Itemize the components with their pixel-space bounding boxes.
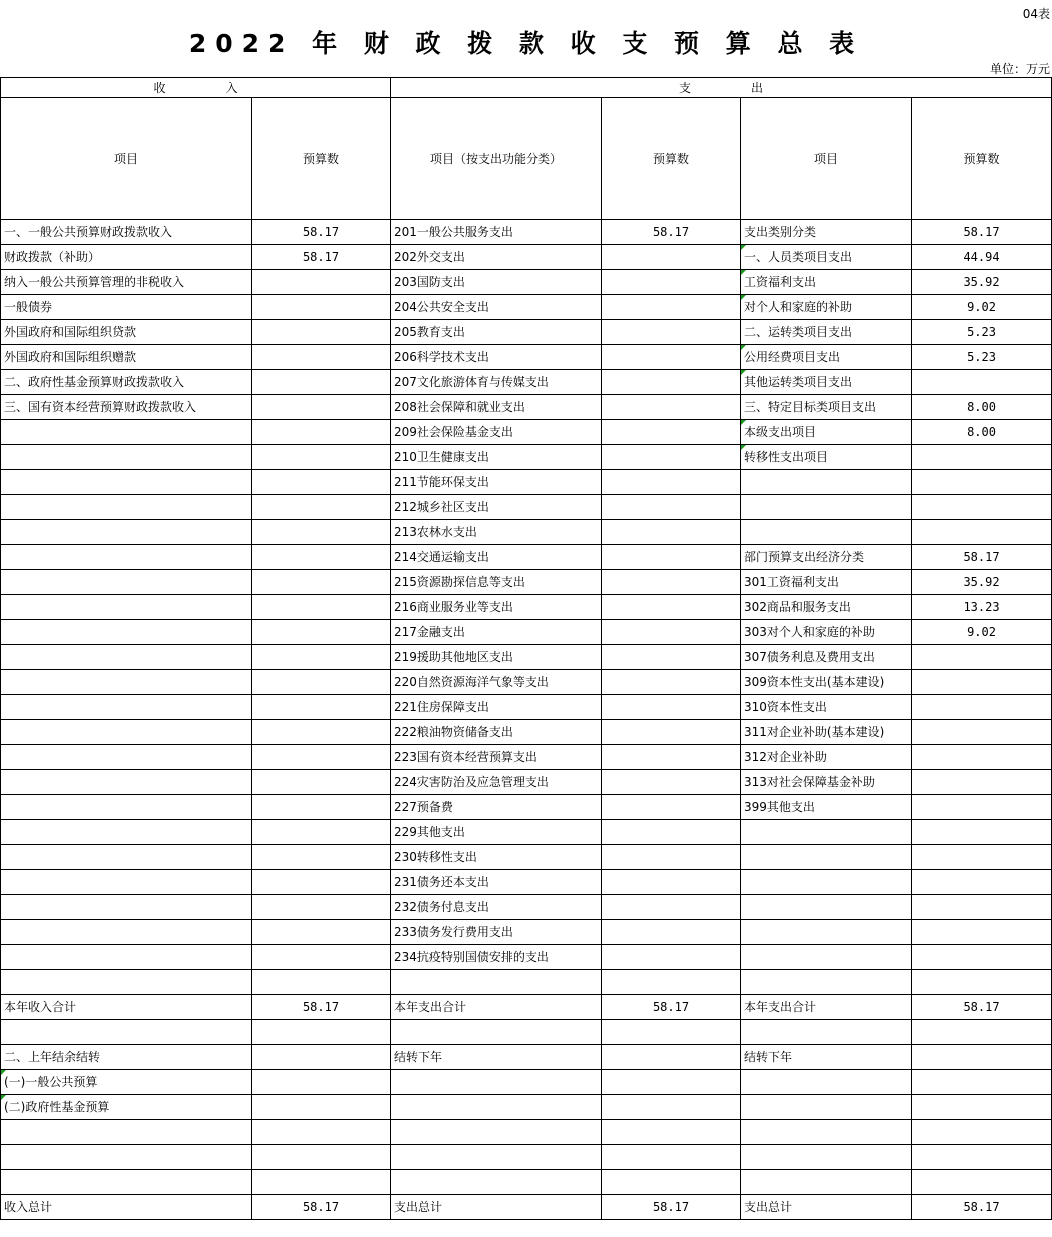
income-amount-cell — [252, 1045, 391, 1070]
function-item-cell: 212城乡社区支出 — [391, 495, 602, 520]
category-item-cell: 对个人和家庭的补助 — [741, 295, 912, 320]
income-item-cell: 收入总计 — [1, 1195, 252, 1220]
budget-table — [0, 77, 1052, 1220]
category-amount-cell — [912, 920, 1052, 945]
table-row — [1, 770, 1052, 795]
category-item-cell — [741, 920, 912, 945]
category-item-cell — [741, 820, 912, 845]
category-item-cell: 301工资福利支出 — [741, 570, 912, 595]
function-amount-cell — [602, 870, 741, 895]
category-item-cell: 工资福利支出 — [741, 270, 912, 295]
unit-label: 单位：万元 — [989, 62, 1050, 76]
income-amount-cell — [252, 645, 391, 670]
function-item-cell: 224灾害防治及应急管理支出 — [391, 770, 602, 795]
income-item-cell — [1, 1120, 252, 1145]
table-row — [1, 570, 1052, 595]
income-item-cell: 外国政府和国际组织贷款 — [1, 320, 252, 345]
column-header-row — [1, 98, 1052, 220]
income-item-cell — [1, 420, 252, 445]
category-amount-cell: 8.00 — [912, 420, 1052, 445]
function-amount-header: 预算数 — [602, 98, 741, 220]
income-amount-cell — [252, 420, 391, 445]
category-item-cell: 公用经费项目支出 — [741, 345, 912, 370]
category-amount-cell — [912, 1070, 1052, 1095]
function-item-cell — [391, 1020, 602, 1045]
function-item-cell — [391, 1145, 602, 1170]
category-item-cell — [741, 1095, 912, 1120]
table-row — [1, 820, 1052, 845]
category-amount-cell — [912, 895, 1052, 920]
function-amount-cell — [602, 445, 741, 470]
category-item-cell: 313对社会保障基金补助 — [741, 770, 912, 795]
table-row — [1, 1095, 1052, 1120]
income-amount-cell — [252, 1120, 391, 1145]
expense-section-header: 支 出 — [391, 78, 1052, 98]
category-amount-cell — [912, 820, 1052, 845]
table-row — [1, 1045, 1052, 1070]
income-amount-cell — [252, 1095, 391, 1120]
function-amount-cell — [602, 770, 741, 795]
function-item-cell: 227预备费 — [391, 795, 602, 820]
table-row — [1, 470, 1052, 495]
income-amount-cell — [252, 1020, 391, 1045]
income-amount-cell — [252, 270, 391, 295]
category-item-cell: 307债务利息及费用支出 — [741, 645, 912, 670]
category-amount-cell — [912, 520, 1052, 545]
income-item-cell: 财政拨款（补助） — [1, 245, 252, 270]
function-item-cell: 210卫生健康支出 — [391, 445, 602, 470]
category-item-cell — [741, 945, 912, 970]
income-item-cell: 二、上年结余结转 — [1, 1045, 252, 1070]
function-item-cell: 215资源勘探信息等支出 — [391, 570, 602, 595]
income-item-cell — [1, 570, 252, 595]
table-row — [1, 395, 1052, 420]
category-amount-cell — [912, 945, 1052, 970]
income-amount-cell — [252, 445, 391, 470]
table-row — [1, 995, 1052, 1020]
category-amount-cell: 5.23 — [912, 345, 1052, 370]
category-item-cell: 支出总计 — [741, 1195, 912, 1220]
category-amount-cell — [912, 670, 1052, 695]
category-item-cell: 转移性支出项目 — [741, 445, 912, 470]
function-amount-cell — [602, 645, 741, 670]
table-row — [1, 970, 1052, 995]
income-item-cell — [1, 1020, 252, 1045]
category-item-cell: 其他运转类项目支出 — [741, 370, 912, 395]
function-amount-cell — [602, 1120, 741, 1145]
category-amount-cell — [912, 370, 1052, 395]
income-item-cell — [1, 1145, 252, 1170]
category-item-cell: 部门预算支出经济分类 — [741, 545, 912, 570]
function-amount-cell — [602, 620, 741, 645]
function-item-cell: 214交通运输支出 — [391, 545, 602, 570]
category-amount-cell: 44.94 — [912, 245, 1052, 270]
table-row — [1, 320, 1052, 345]
income-item-cell: 外国政府和国际组织赠款 — [1, 345, 252, 370]
income-amount-cell — [252, 345, 391, 370]
category-amount-cell: 5.23 — [912, 320, 1052, 345]
income-item-cell — [1, 970, 252, 995]
income-item-cell — [1, 670, 252, 695]
category-amount-cell: 58.17 — [912, 220, 1052, 245]
function-item-cell: 234抗疫特别国债安排的支出 — [391, 945, 602, 970]
function-amount-cell — [602, 295, 741, 320]
income-item-cell — [1, 470, 252, 495]
table-row — [1, 870, 1052, 895]
category-amount-cell — [912, 1120, 1052, 1145]
table-row — [1, 745, 1052, 770]
income-item-cell — [1, 695, 252, 720]
income-amount-cell — [252, 1145, 391, 1170]
category-amount-cell — [912, 695, 1052, 720]
table-row — [1, 845, 1052, 870]
table-row — [1, 270, 1052, 295]
income-item-cell: (二)政府性基金预算 — [1, 1095, 252, 1120]
income-item-cell — [1, 1170, 252, 1195]
function-amount-cell — [602, 1145, 741, 1170]
category-item-cell — [741, 470, 912, 495]
category-item-header: 项目 — [741, 98, 912, 220]
table-row — [1, 1145, 1052, 1170]
category-amount-cell: 58.17 — [912, 1195, 1052, 1220]
income-amount-cell — [252, 295, 391, 320]
function-amount-cell — [602, 270, 741, 295]
category-amount-cell — [912, 1145, 1052, 1170]
table-row — [1, 245, 1052, 270]
category-item-cell: 311对企业补助(基本建设) — [741, 720, 912, 745]
category-item-cell: 二、运转类项目支出 — [741, 320, 912, 345]
category-amount-cell — [912, 1020, 1052, 1045]
income-amount-cell — [252, 845, 391, 870]
function-item-cell: 206科学技术支出 — [391, 345, 602, 370]
income-amount-cell — [252, 1170, 391, 1195]
function-amount-cell — [602, 1045, 741, 1070]
income-item-cell — [1, 920, 252, 945]
function-amount-cell — [602, 495, 741, 520]
function-amount-cell — [602, 695, 741, 720]
function-amount-cell — [602, 420, 741, 445]
table-row — [1, 1195, 1052, 1220]
table-row — [1, 520, 1052, 545]
income-amount-cell — [252, 520, 391, 545]
income-item-cell — [1, 745, 252, 770]
function-amount-cell — [602, 945, 741, 970]
income-item-cell: 一、一般公共预算财政拨款收入 — [1, 220, 252, 245]
function-item-cell: 233债务发行费用支出 — [391, 920, 602, 945]
function-item-cell — [391, 1170, 602, 1195]
income-item-header: 项目 — [1, 98, 252, 220]
function-amount-cell — [602, 895, 741, 920]
income-amount-cell — [252, 620, 391, 645]
category-item-cell — [741, 1020, 912, 1045]
income-amount-cell: 58.17 — [252, 1195, 391, 1220]
income-amount-cell — [252, 970, 391, 995]
function-item-cell: 232债务付息支出 — [391, 895, 602, 920]
category-amount-cell — [912, 645, 1052, 670]
income-item-cell: 纳入一般公共预算管理的非税收入 — [1, 270, 252, 295]
category-amount-cell: 58.17 — [912, 545, 1052, 570]
income-amount-cell — [252, 945, 391, 970]
category-item-cell: 399其他支出 — [741, 795, 912, 820]
income-item-cell: 一般债券 — [1, 295, 252, 320]
income-amount-header: 预算数 — [252, 98, 391, 220]
category-item-cell: 302商品和服务支出 — [741, 595, 912, 620]
category-item-cell: 309资本性支出(基本建设) — [741, 670, 912, 695]
function-amount-cell — [602, 320, 741, 345]
category-amount-cell: 35.92 — [912, 270, 1052, 295]
income-item-cell — [1, 445, 252, 470]
table-row — [1, 920, 1052, 945]
category-amount-cell — [912, 745, 1052, 770]
income-item-cell — [1, 720, 252, 745]
category-amount-cell: 35.92 — [912, 570, 1052, 595]
function-amount-cell — [602, 820, 741, 845]
income-amount-cell — [252, 370, 391, 395]
function-amount-cell — [602, 545, 741, 570]
category-item-cell — [741, 845, 912, 870]
function-amount-cell — [602, 370, 741, 395]
function-amount-cell — [602, 745, 741, 770]
table-row — [1, 895, 1052, 920]
function-item-cell — [391, 1095, 602, 1120]
table-row — [1, 670, 1052, 695]
function-item-cell: 221住房保障支出 — [391, 695, 602, 720]
table-row — [1, 445, 1052, 470]
income-amount-cell — [252, 595, 391, 620]
income-amount-cell — [252, 670, 391, 695]
section-header-row — [1, 78, 1052, 98]
function-item-cell — [391, 1120, 602, 1145]
income-amount-cell — [252, 795, 391, 820]
income-item-cell — [1, 820, 252, 845]
income-amount-cell — [252, 870, 391, 895]
income-amount-cell — [252, 545, 391, 570]
function-amount-cell — [602, 345, 741, 370]
income-amount-cell — [252, 895, 391, 920]
category-item-cell — [741, 520, 912, 545]
category-item-cell — [741, 895, 912, 920]
category-amount-cell — [912, 770, 1052, 795]
category-amount-cell: 58.17 — [912, 995, 1052, 1020]
function-item-cell: 230转移性支出 — [391, 845, 602, 870]
function-item-cell: 229其他支出 — [391, 820, 602, 845]
category-item-cell: 310资本性支出 — [741, 695, 912, 720]
income-amount-cell — [252, 920, 391, 945]
function-amount-cell — [602, 720, 741, 745]
income-item-cell — [1, 545, 252, 570]
function-item-cell: 202外交支出 — [391, 245, 602, 270]
category-item-cell — [741, 870, 912, 895]
income-item-cell — [1, 520, 252, 545]
function-item-cell: 205教育支出 — [391, 320, 602, 345]
income-item-cell: 三、国有资本经营预算财政拨款收入 — [1, 395, 252, 420]
function-item-cell: 203国防支出 — [391, 270, 602, 295]
function-amount-cell — [602, 1070, 741, 1095]
income-item-cell — [1, 645, 252, 670]
income-amount-cell — [252, 720, 391, 745]
category-item-cell: 312对企业补助 — [741, 745, 912, 770]
function-amount-cell — [602, 520, 741, 545]
function-item-cell: 216商业服务业等支出 — [391, 595, 602, 620]
income-item-cell — [1, 945, 252, 970]
function-amount-cell — [602, 1020, 741, 1045]
category-amount-cell — [912, 870, 1052, 895]
table-row — [1, 220, 1052, 245]
income-item-cell — [1, 770, 252, 795]
table-row — [1, 295, 1052, 320]
table-row — [1, 370, 1052, 395]
function-item-cell: 231债务还本支出 — [391, 870, 602, 895]
income-item-cell — [1, 845, 252, 870]
category-item-cell: 支出类别分类 — [741, 220, 912, 245]
table-row — [1, 495, 1052, 520]
category-item-cell: 一、人员类项目支出 — [741, 245, 912, 270]
category-item-cell — [741, 1170, 912, 1195]
category-item-cell — [741, 495, 912, 520]
category-amount-cell — [912, 470, 1052, 495]
category-item-cell — [741, 1145, 912, 1170]
function-item-header: 项目（按支出功能分类） — [391, 98, 602, 220]
function-item-cell: 本年支出合计 — [391, 995, 602, 1020]
function-item-cell: 结转下年 — [391, 1045, 602, 1070]
category-item-cell: 本年支出合计 — [741, 995, 912, 1020]
table-row — [1, 595, 1052, 620]
income-item-cell — [1, 870, 252, 895]
income-amount-cell: 58.17 — [252, 245, 391, 270]
function-amount-cell — [602, 470, 741, 495]
income-amount-cell — [252, 320, 391, 345]
table-number: 04表 — [1022, 7, 1050, 21]
income-amount-cell — [252, 570, 391, 595]
category-item-cell — [741, 1120, 912, 1145]
function-item-cell: 204公共安全支出 — [391, 295, 602, 320]
income-item-cell — [1, 495, 252, 520]
income-amount-cell — [252, 745, 391, 770]
category-item-cell: 三、特定目标类项目支出 — [741, 395, 912, 420]
income-amount-cell — [252, 470, 391, 495]
category-amount-cell — [912, 970, 1052, 995]
category-amount-cell: 9.02 — [912, 620, 1052, 645]
function-amount-cell — [602, 245, 741, 270]
income-item-cell — [1, 895, 252, 920]
function-item-cell: 223国有资本经营预算支出 — [391, 745, 602, 770]
income-amount-cell — [252, 820, 391, 845]
table-row — [1, 945, 1052, 970]
income-amount-cell: 58.17 — [252, 995, 391, 1020]
table-row — [1, 695, 1052, 720]
table-row — [1, 1070, 1052, 1095]
income-item-cell: (一)一般公共预算 — [1, 1070, 252, 1095]
function-item-cell: 213农林水支出 — [391, 520, 602, 545]
category-amount-cell — [912, 720, 1052, 745]
function-item-cell: 222粮油物资储备支出 — [391, 720, 602, 745]
function-item-cell: 支出总计 — [391, 1195, 602, 1220]
function-amount-cell — [602, 595, 741, 620]
income-section-header: 收 入 — [1, 78, 391, 98]
table-row — [1, 795, 1052, 820]
category-amount-cell: 13.23 — [912, 595, 1052, 620]
table-row — [1, 720, 1052, 745]
function-item-cell — [391, 1070, 602, 1095]
page-title: 2022 年 财 政 拨 款 收 支 预 算 总 表 — [188, 29, 864, 58]
income-item-cell — [1, 795, 252, 820]
category-amount-cell — [912, 445, 1052, 470]
category-amount-cell — [912, 845, 1052, 870]
table-row — [1, 345, 1052, 370]
function-item-cell: 207文化旅游体育与传媒支出 — [391, 370, 602, 395]
income-amount-cell — [252, 770, 391, 795]
category-amount-cell — [912, 1045, 1052, 1070]
income-amount-cell — [252, 395, 391, 420]
income-item-cell — [1, 595, 252, 620]
category-amount-cell — [912, 795, 1052, 820]
table-row — [1, 645, 1052, 670]
table-row — [1, 1120, 1052, 1145]
function-amount-cell: 58.17 — [602, 995, 741, 1020]
function-item-cell — [391, 970, 602, 995]
function-item-cell: 220自然资源海洋气象等支出 — [391, 670, 602, 695]
table-row — [1, 1170, 1052, 1195]
category-amount-cell — [912, 1095, 1052, 1120]
table-row — [1, 620, 1052, 645]
category-item-cell — [741, 1070, 912, 1095]
function-amount-cell — [602, 1095, 741, 1120]
function-item-cell: 211节能环保支出 — [391, 470, 602, 495]
category-item-cell: 303对个人和家庭的补助 — [741, 620, 912, 645]
function-amount-cell — [602, 670, 741, 695]
function-amount-cell — [602, 920, 741, 945]
category-item-cell — [741, 970, 912, 995]
function-amount-cell — [602, 970, 741, 995]
table-row — [1, 420, 1052, 445]
function-amount-cell: 58.17 — [602, 220, 741, 245]
function-amount-cell — [602, 1170, 741, 1195]
function-item-cell: 219援助其他地区支出 — [391, 645, 602, 670]
income-item-cell: 二、政府性基金预算财政拨款收入 — [1, 370, 252, 395]
category-item-cell: 结转下年 — [741, 1045, 912, 1070]
category-amount-header: 预算数 — [912, 98, 1052, 220]
income-amount-cell — [252, 695, 391, 720]
function-amount-cell — [602, 395, 741, 420]
category-item-cell: 本级支出项目 — [741, 420, 912, 445]
function-item-cell: 217金融支出 — [391, 620, 602, 645]
function-amount-cell — [602, 795, 741, 820]
income-item-cell — [1, 620, 252, 645]
income-amount-cell — [252, 495, 391, 520]
function-item-cell: 208社会保障和就业支出 — [391, 395, 602, 420]
category-amount-cell: 9.02 — [912, 295, 1052, 320]
function-item-cell: 201一般公共服务支出 — [391, 220, 602, 245]
function-amount-cell: 58.17 — [602, 1195, 741, 1220]
function-amount-cell — [602, 845, 741, 870]
income-amount-cell: 58.17 — [252, 220, 391, 245]
table-row — [1, 1020, 1052, 1045]
function-amount-cell — [602, 570, 741, 595]
category-amount-cell: 8.00 — [912, 395, 1052, 420]
category-amount-cell — [912, 1170, 1052, 1195]
table-row — [1, 545, 1052, 570]
income-amount-cell — [252, 1070, 391, 1095]
function-item-cell: 209社会保险基金支出 — [391, 420, 602, 445]
category-amount-cell — [912, 495, 1052, 520]
income-item-cell: 本年收入合计 — [1, 995, 252, 1020]
